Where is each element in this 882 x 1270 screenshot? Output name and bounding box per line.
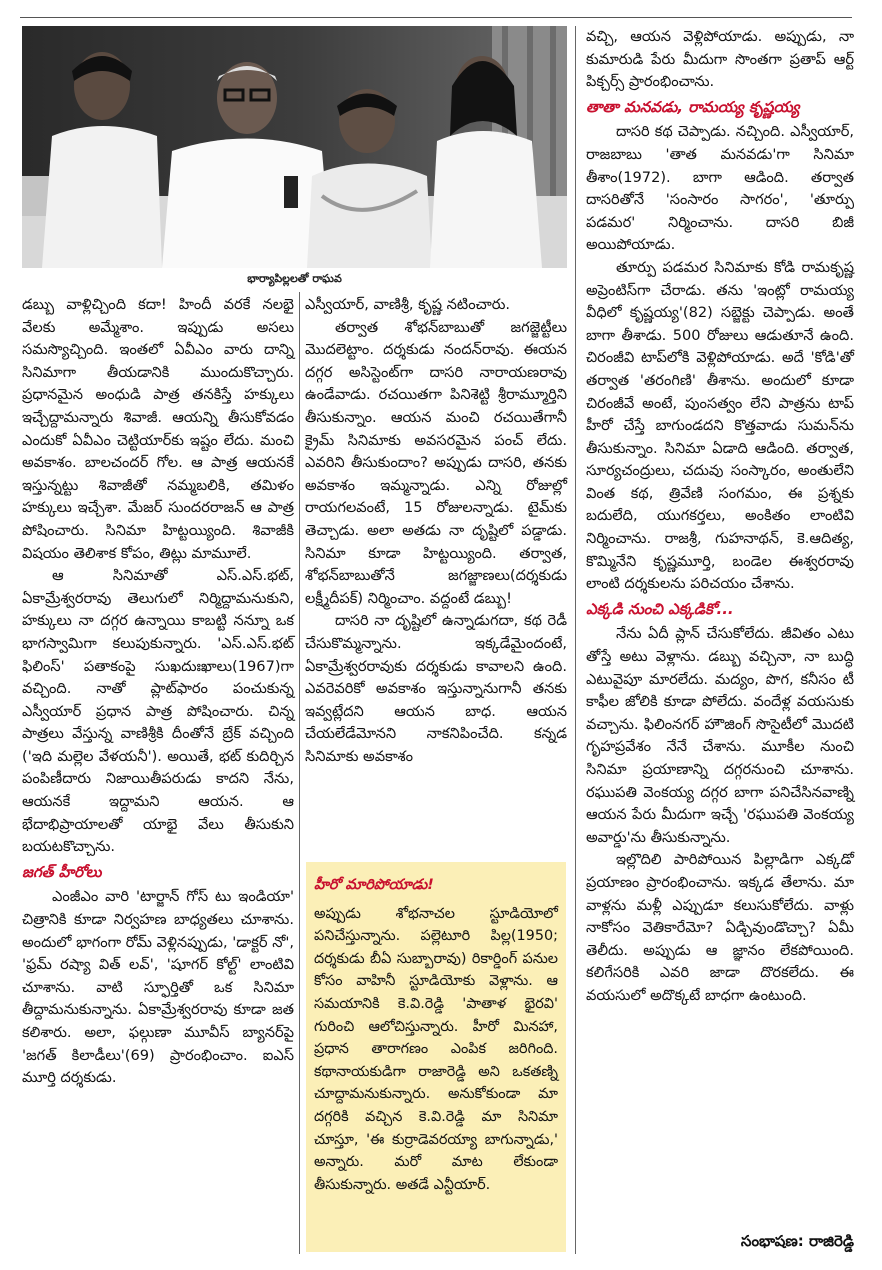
paragraph: దాసరి నా దృష్టిలో ఉన్నాడుగదా, కథ రెడీ చేసుకొమ్మన్నాను. ఇక్కడేమైందంటే, ఏకామ్రేశ్వరరావుకు దర్శకుడు కావాలని ఉంది. ఎవరెవరికో అవకాశం ఇస్తున్నానుగానీ తనకు ఇవ్వట్లేదని ఆయన బాధ. ఆయన చేయలేడేమోనని నాకనిపించేది. కన్నడ సినిమాకు అవకాశం bbox=[305, 612, 567, 765]
subheading-ekkadi-nunchi: ఎక్కడి నుంచి ఎక్కడికో... bbox=[586, 599, 734, 618]
subheading-tata-manavadu: తాతా మనవడు, రామయ్య కృష్ణయ్య bbox=[586, 97, 800, 116]
paragraph: ఆ సినిమాతో ఎస్.ఎస్.భట్, ఏకామ్రేశ్వరరావు తెలుగులో నిర్మిద్దామనుకుని, హక్కులు నా దగ్గర ఉన్నాయి కాబట్టి నన్నూ ఒక భాగస్వామిగా కలుపుకున్నారు. 'ఎస్.ఎస్.భట్ ఫిలింస్' పతాకంపై సుఖదుఃఖాలు(1967)గా వచ్చింది. నాతో ప్లాట్‌ఫారం పంచుకున్న ఎస్వీయార్ ప్రధాన పాత్ర పోషించారు. చిన్న పాత్రలు వేస్తున్న వాణిశ్రీకి దీంతోనే బ్రేక్ వచ్చింది ('ఇది మల్లెల వేళయనీ'). అయితే, భట్ కుదిర్చిన పంపిణీదారు నిజాయితీపరుడు కాదని నేను, ఆయనకే ఇద్దామని ఆయన. ఆ భేదాభిప్రాయాలతో యాభై వేలు తీసుకుని బయటకొచ్చాను. bbox=[22, 567, 294, 856]
interview-credit: సంభాషణ: రాజిరెడ్డి bbox=[740, 1232, 854, 1250]
paragraph: వచ్చి, ఆయన వెళ్లిపోయాడు. అప్పుడు, నా కుమారుడి పేరు మీదుగా సొంతగా ప్రతాప్ ఆర్ట్ పిక్చర్స్ ప్రారంభించాను. bbox=[586, 28, 854, 91]
paragraph: ఎంజీఎం వారి 'టార్జాన్ గోస్ టు ఇండియా' చిత్రానికి కూడా నిర్వహణ బాధ్యతలు చూశాను. అందులో భాగంగా రోమ్ వెళ్లినప్పుడు, 'డాక్టర్ నో', 'ఫ్రమ్ రష్యా విత్ లవ్', 'షూగర్ కోల్ట్' లాంటివి చూశాను. వాటి స్ఫూర్తితో ఒక సినిమా తీద్దామనుకున్నాను. ఏకామ్రేశ్వరరావు కూడా జత కలిశారు. అలా, ఫల్గుణా మూవీస్ బ్యానర్‌పై 'జగత్ కిలాడీలు'(69) ప్రారంభించాం. ఐఎస్ మూర్తి దర్శకుడు. bbox=[22, 888, 294, 1087]
subheading-jagat-heroes: జగత్ హీరోలు bbox=[22, 862, 102, 881]
family-photo bbox=[22, 26, 567, 285]
paragraph: నేను ఏదీ ప్లాన్ చేసుకోలేదు. జీవితం ఎటు తోస్తే అటు వెళ్లాను. డబ్బు వచ్చినా, నా బుద్ధి ఎటువైపూ మారలేదు. మద్యం, పొగ, కనీసం టీ కాఫీల జోలికి కూడా పోలేదు. వందేళ్ల వయసుకు వచ్చాను. ఫిలింనగర్ హౌజింగ్ సొసైటీలో మొదటి గృహప్రవేశం నేనే చేశాను. మూకీల నుంచి సినిమా ప్రయాణాన్ని దగ్గరనుంచి చూశాను. రఘుపతి వెంకయ్య దగ్గర బాగా పనిచేసినవాణ్ని ఆయన పేరు మీదుగా ఇచ్చే 'రఘుపతి వెంకయ్య అవార్డు'ను తీసుకున్నాను. bbox=[586, 625, 854, 846]
column-middle bbox=[305, 294, 567, 768]
photo-image bbox=[22, 26, 567, 268]
top-rule bbox=[20, 17, 852, 18]
photo-illustration bbox=[22, 26, 567, 268]
column-divider bbox=[575, 26, 576, 1254]
column-left bbox=[22, 294, 294, 1090]
paragraph: ఎస్వీయార్, వాణిశ్రీ, కృష్ణ నటించారు. bbox=[305, 296, 511, 313]
box-text: అప్పుడు శోభనాచల స్టూడియోలో పనిచేస్తున్నాను. పల్లెటూరి పిల్ల(1950; దర్శకుడు బీఏ సుబ్బారావు) రికార్డింగ్ పనుల కోసం వాహినీ స్టూడియోకు వెళ్లాను. ఆ సమయానికి కె.వి.రెడ్డి 'పాతాళ భైరవి' గురించి ఆలోచిస్తున్నారు. హీరో మినహా, ప్రధాన తారాగణం ఎంపిక జరిగింది. కథానాయకుడిగా రాజారెడ్డి అని ఒకతణ్ని చూద్దామనుకున్నారు. అనుకోకుండా మా దగ్గరికి వచ్చిన కె.వి.రెడ్డి మా సినిమా చూస్తూ, 'ఈ కుర్రాడెవరయ్యా బాగున్నాడు,' అన్నారు. మరో మాట లేకుండా తీసుకున్నారు. అతడే ఎన్టీయార్. bbox=[314, 905, 558, 1193]
column-right bbox=[586, 26, 854, 1008]
sidebar-box bbox=[306, 862, 566, 1252]
paragraph: తూర్పు పడమర సినిమాకు కోడి రామకృష్ణ అప్రెంటిస్‌గా చేరాడు. తను 'ఇంట్లో రామయ్య వీధిలో కృష్ణయ్య'(82) సబ్జెక్టు చెప్పాడు. అంతే బాగా తీశాడు. 500 రోజులు ఆడుతూనే ఉంది. చిరంజీవి టాప్‌లోకి వెళ్లిపోయాడు. అదే 'కోడి'తో తర్వాత 'తరంగిణి' తీశాను. అందులో కూడా చిరంజీవే అంటే, పుంసత్వం లేని పాత్రను టాప్ హీరో చేస్తే బాగుండదని కొత్తవాడు సుమన్‌ను తీసుకున్నాం. సినిమా ఏడాది ఆడింది. తర్వాత, సూర్యచంద్రులు, చదువు సంస్కారం, అంతులేని వింత కథ, త్రివేణి సంగమం, ఈ ప్రశ్నకు బదులేది, యుగకర్తలు, అంకితం లాంటివి నిర్మించాను. రాజశ్రీ, గుహనాథన్, కె.ఆదిత్య, కొమ్మినేని కృష్ణమూర్తి, బండెల ఈశ్వరరావు లాంటి దర్శకులను పరిచయం చేశాను. bbox=[586, 258, 854, 593]
paragraph: డబ్బు వాళ్లిచ్చింది కదా! హిందీ వరకే నలభై వేలకు అమ్మేశాం. ఇప్పుడు అసలు సమస్యొచ్చింది. ఇంతలో ఏవీఎం వారు దాన్ని సినిమాగా తీయడానికి ముందుకొచ్చారు. ప్రధానమైన అంధుడి పాత్ర తనకిస్తే హక్కులు ఇచ్చేద్దామన్నారు శివాజీ. ఆయన్ని తీసుకోవడం ఎందుకో ఏవీఎం చెట్టియార్‌కు ఇష్టం లేదు. మంచి అవకాశం. బాలచందర్ గోల. ఆ పాత్ర ఆయనకే ఇస్తున్నట్టు శివాజీతో నమ్మబలికి, తమిళం హక్కులు ఇచ్చేశా. మేజర్ సుందరరాజన్ ఆ పాత్ర పోషించారు. సినిమా హిట్టయ్యింది. శివాజీకి విషయం తెలిశాక కోపం, తిట్లు మామూలే. bbox=[22, 296, 294, 562]
paragraph: దాసరి కథ చెప్పాడు. నచ్చింది. ఎస్వీయార్, రాజబాబు 'తాత మనవడు'గా సినిమా తీశాం(1972). బాగా ఆడింది. తర్వాత దాసరితోనే 'సంసారం సాగరం', 'తూర్పు పడమర' నిర్మించాను. దాసరి బిజీ అయిపోయాడు. bbox=[586, 123, 854, 254]
paragraph: తర్వాత శోభన్‌బాబుతో జగజ్జెట్టీలు మొదలెట్టాం. దర్శకుడు నందన్‌రావు. ఈయన దగ్గర అసిస్టెంట్‌గా దాసరి నారాయణరావు ఉండేవాడు. రచయితగా పినిశెట్టి శ్రీరామ్మూర్తిని తీసుకున్నాం. ఆయన మంచి రచయితేగానీ క్రైమ్ సినిమాకు అవసరమైన పంచ్ లేదు. ఎవరిని తీసుకుందాం? అప్పుడు దాసరి, తనకు అవకాశం ఇమ్మన్నాడు. ఎన్ని రోజుల్లో రాయగలవంటే, 15 రోజులన్నాడు. టైమ్‌కు తెచ్చాడు. అలా అతడు నా దృష్టిలో పడ్డాడు. సినిమా కూడా హిట్టయ్యింది. తర్వాత, శోభన్‌బాబుతోనే జగజ్జాణలు(దర్శకుడు లక్ష్మీదీపక్) నిర్మించాం. వద్దంటే డబ్బు! bbox=[305, 318, 567, 607]
photo-caption: భార్యాపిల్లలతో రాఘవ bbox=[247, 272, 342, 285]
paragraph: ఇల్లొదిలి పారిపోయిన పిల్లాడిగా ఎక్కడో ప్రయాణం ప్రారంభించాను. ఇక్కడ తేలాను. మా వాళ్లను మళ్లీ ఎప్పుడూ కలుసుకోలేదు. వాళ్లు నాకోసం వెతికారేమో? ఏడ్చివుండొచ్చా? ఏమీ తెలీదు. అప్పుడు ఆ జ్ఞానం లేకపోయింది. కలిగేసరికి ఎవరి జాడా దొరకలేదు. ఈ వయసులో అదొక్కటే బాధగా ఉంటుంది. bbox=[586, 851, 854, 1004]
box-title: హీరో మారిపోయాడు! bbox=[314, 877, 434, 893]
column-divider bbox=[299, 292, 300, 1254]
